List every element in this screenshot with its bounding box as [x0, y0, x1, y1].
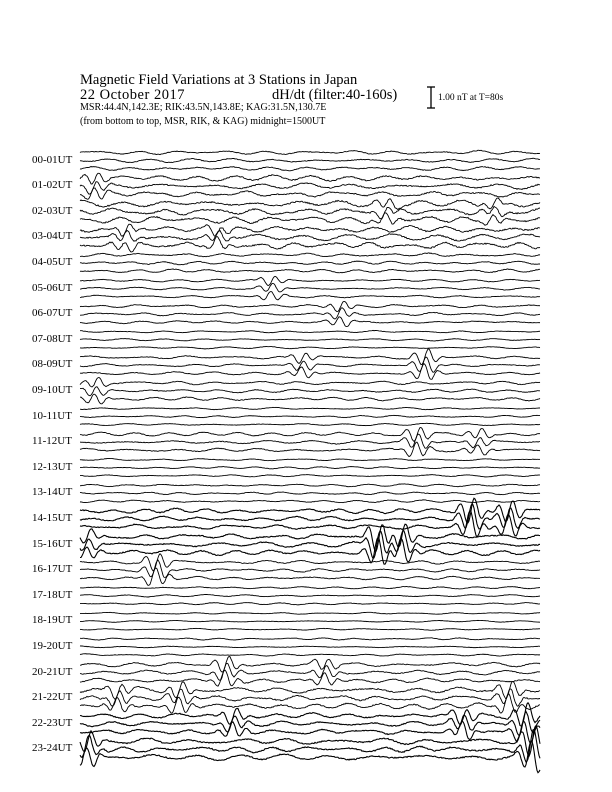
- trace-19-20UT-RIK: [80, 646, 540, 648]
- trace-19-20UT-MSR: [80, 654, 540, 656]
- trace-17-18UT-KAG: [80, 586, 540, 589]
- row-label-18-19UT: 18-19UT: [32, 614, 73, 627]
- trace-19-20UT-KAG: [80, 638, 540, 640]
- row-label-22-23UT: 22-23UT: [32, 716, 73, 729]
- scale-bar: [427, 87, 435, 108]
- row-label-03-04UT: 03-04UT: [32, 230, 73, 243]
- trace-13-14UT-RIK: [80, 492, 540, 495]
- trace-10-11UT-RIK: [80, 415, 540, 417]
- row-label-17-18UT: 17-18UT: [32, 588, 73, 601]
- trace-14-15UT-MSR: [80, 511, 540, 537]
- trace-18-19UT-MSR: [80, 628, 540, 630]
- trace-03-04UT-KAG: [80, 224, 540, 236]
- trace-01-02UT-MSR: [80, 188, 540, 199]
- chart-quantity: dH/dt (filter:40-160s): [272, 87, 398, 103]
- row-label-04-05UT: 04-05UT: [32, 255, 73, 268]
- trace-09-10UT-RIK: [80, 387, 540, 396]
- trace-15-16UT-RIK: [80, 530, 540, 558]
- trace-03-04UT-RIK: [80, 230, 540, 241]
- trace-06-07UT-RIK: [80, 308, 540, 319]
- trace-15-16UT-KAG: [80, 524, 540, 551]
- trace-07-08UT-KAG: [80, 330, 540, 332]
- trace-13-14UT-KAG: [80, 484, 540, 487]
- trace-08-09UT-KAG: [80, 349, 540, 365]
- trace-05-06UT-RIK: [80, 283, 540, 292]
- trace-12-13UT-RIK: [80, 466, 540, 468]
- trace-08-09UT-MSR: [80, 364, 540, 380]
- row-label-09-10UT: 09-10UT: [32, 383, 73, 396]
- row-label-21-22UT: 21-22UT: [32, 691, 73, 704]
- row-label-02-03UT: 02-03UT: [32, 204, 73, 217]
- trace-04-05UT-RIK: [80, 261, 540, 265]
- trace-08-09UT-RIK: [80, 357, 540, 372]
- row-label-05-06UT: 05-06UT: [32, 281, 73, 294]
- trace-14-15UT-RIK: [80, 504, 540, 529]
- trace-10-11UT-MSR: [80, 423, 540, 426]
- trace-03-04UT-MSR: [80, 236, 540, 252]
- row-label-20-21UT: 20-21UT: [32, 665, 73, 678]
- trace-10-11UT-KAG: [80, 407, 540, 409]
- row-label-11-12UT: 11-12UT: [32, 435, 72, 448]
- scale-bar-label: 1.00 nT at T=80s: [438, 93, 504, 103]
- row-label-10-11UT: 10-11UT: [32, 409, 72, 422]
- row-label-23-24UT: 23-24UT: [32, 742, 73, 755]
- row-label-14-15UT: 14-15UT: [32, 511, 73, 524]
- trace-09-10UT-KAG: [80, 377, 540, 387]
- trace-16-17UT-RIK: [80, 560, 540, 577]
- trace-07-08UT-RIK: [80, 338, 540, 341]
- row-label-12-13UT: 12-13UT: [32, 460, 73, 473]
- trace-00-01UT-MSR: [80, 166, 540, 170]
- row-label-13-14UT: 13-14UT: [32, 486, 73, 499]
- trace-02-03UT-RIK: [80, 206, 540, 218]
- row-label-06-07UT: 06-07UT: [32, 307, 73, 320]
- trace-18-19UT-RIK: [80, 620, 540, 622]
- trace-17-18UT-RIK: [80, 594, 540, 597]
- station-order-note: (from bottom to top, MSR, RIK, & KAG) midnight=1500UT: [80, 116, 326, 127]
- trace-18-19UT-KAG: [80, 612, 540, 614]
- trace-09-10UT-MSR: [80, 394, 540, 404]
- trace-23-24UT-MSR: [80, 741, 540, 773]
- trace-13-14UT-MSR: [80, 500, 540, 503]
- trace-00-01UT-RIK: [80, 158, 540, 162]
- row-label-19-20UT: 19-20UT: [32, 639, 73, 652]
- trace-04-05UT-KAG: [80, 253, 540, 257]
- trace-16-17UT-KAG: [80, 554, 540, 571]
- trace-04-05UT-MSR: [80, 269, 540, 273]
- row-label-01-02UT: 01-02UT: [32, 179, 73, 192]
- trace-05-06UT-KAG: [80, 276, 540, 285]
- row-label-08-09UT: 08-09UT: [32, 358, 73, 371]
- row-label-16-17UT: 16-17UT: [32, 563, 73, 576]
- row-label-15-16UT: 15-16UT: [32, 537, 73, 550]
- trace-12-13UT-KAG: [80, 458, 540, 460]
- trace-00-01UT-KAG: [80, 150, 540, 154]
- chart-date: 22 October 2017: [80, 87, 185, 103]
- row-label-07-08UT: 07-08UT: [32, 332, 73, 345]
- trace-17-18UT-MSR: [80, 603, 540, 605]
- trace-06-07UT-KAG: [80, 301, 540, 311]
- trace-11-12UT-KAG: [80, 428, 540, 442]
- trace-11-12UT-MSR: [80, 442, 540, 456]
- trace-02-03UT-KAG: [80, 198, 540, 210]
- trace-11-12UT-RIK: [80, 434, 540, 448]
- trace-area: [80, 150, 540, 772]
- trace-21-22UT-KAG: [80, 681, 540, 699]
- chart-title: Magnetic Field Variations at 3 Stations in Japan: [80, 72, 358, 88]
- trace-20-21UT-KAG: [80, 657, 540, 672]
- trace-12-13UT-MSR: [80, 475, 540, 477]
- trace-07-08UT-MSR: [80, 347, 540, 349]
- trace-06-07UT-MSR: [80, 317, 540, 327]
- trace-01-02UT-KAG: [80, 173, 540, 184]
- station-coordinates: MSR:44.4N,142.3E; RIK:43.5N,143.8E; KAG:31.5N,130.7E: [80, 102, 327, 113]
- row-label-00-01UT: 00-01UT: [32, 153, 73, 166]
- trace-05-06UT-MSR: [80, 291, 540, 299]
- trace-21-22UT-RIK: [80, 689, 540, 706]
